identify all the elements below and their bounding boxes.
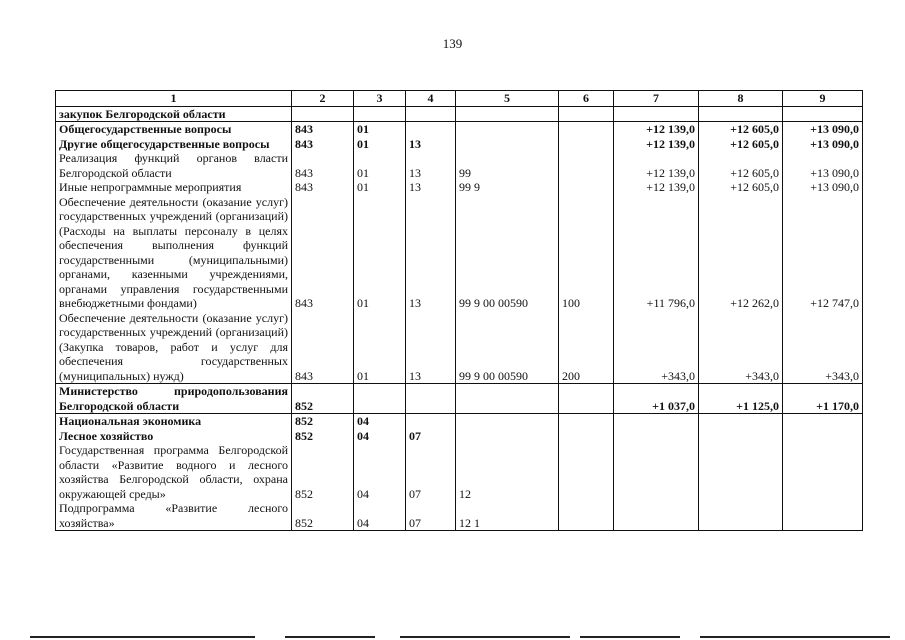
cell-col-4: 13 [406, 195, 456, 311]
cell-col-3 [354, 384, 406, 414]
row-name: Национальная экономика [56, 414, 292, 429]
cell-col-8: +12 262,0 [699, 195, 783, 311]
cell-col-7: +12 139,0 [614, 151, 699, 180]
cell-col-5 [456, 429, 559, 444]
scan-border-line [700, 636, 890, 638]
cell-col-9 [783, 106, 863, 122]
column-header: 6 [559, 91, 614, 107]
cell-col-3: 04 [354, 501, 406, 531]
column-header: 5 [456, 91, 559, 107]
cell-col-8 [699, 429, 783, 444]
cell-col-2: 852 [292, 443, 354, 501]
cell-col-9: +13 090,0 [783, 122, 863, 137]
table-row [56, 151, 863, 180]
row-name: Государственная программа Белгородской области «Развитие водного и лесного хозяйства Белгородской области, охрана окружающей среды» [56, 443, 292, 501]
table-row [56, 429, 863, 444]
column-header: 1 [56, 91, 292, 107]
cell-col-7: +12 139,0 [614, 180, 699, 195]
scan-border-line [285, 636, 375, 638]
table-row [56, 443, 863, 501]
column-header: 4 [406, 91, 456, 107]
cell-col-3: 01 [354, 151, 406, 180]
cell-col-7 [614, 414, 699, 429]
cell-col-6: 100 [559, 195, 614, 311]
cell-col-5: 99 9 00 00590 [456, 195, 559, 311]
cell-col-9: +12 747,0 [783, 195, 863, 311]
cell-col-8: +12 605,0 [699, 137, 783, 152]
scan-border-line [580, 636, 680, 638]
cell-col-6 [559, 122, 614, 137]
row-name: Подпрограмма «Развитие лесного хозяйства» [56, 501, 292, 531]
cell-col-9: +13 090,0 [783, 137, 863, 152]
row-name: Министерство природопользования Белгородской области [56, 384, 292, 414]
table-header-row [56, 91, 863, 107]
cell-col-3: 04 [354, 443, 406, 501]
scan-border-line [400, 636, 570, 638]
cell-col-7 [614, 106, 699, 122]
table-row [56, 501, 863, 531]
cell-col-4: 07 [406, 443, 456, 501]
row-name: Обеспечение деятельности (оказание услуг) государственных учреждений (организаций) (Расходы на выплаты персоналу в целях обеспечения выполнения функций государственными (муниципальными) органами, казенными учреждениями, органами управления государственными внебюджетными фондами) [56, 195, 292, 311]
cell-col-6: 200 [559, 311, 614, 384]
cell-col-4: 13 [406, 180, 456, 195]
cell-col-3: 04 [354, 429, 406, 444]
cell-col-3 [354, 106, 406, 122]
row-name: Реализация функций органов власти Белгородской области [56, 151, 292, 180]
cell-col-5: 99 9 00 00590 [456, 311, 559, 384]
cell-col-3: 01 [354, 137, 406, 152]
cell-col-7: +12 139,0 [614, 122, 699, 137]
cell-col-7: +1 037,0 [614, 384, 699, 414]
cell-col-2: 843 [292, 122, 354, 137]
cell-col-5 [456, 414, 559, 429]
cell-col-6 [559, 429, 614, 444]
cell-col-4: 13 [406, 151, 456, 180]
cell-col-3: 01 [354, 311, 406, 384]
column-header: 9 [783, 91, 863, 107]
cell-col-5: 12 1 [456, 501, 559, 531]
cell-col-2: 852 [292, 414, 354, 429]
table-row [56, 106, 863, 122]
cell-col-2: 843 [292, 195, 354, 311]
cell-col-4 [406, 414, 456, 429]
cell-col-5 [456, 137, 559, 152]
row-name: Иные непрограммные мероприятия [56, 180, 292, 195]
cell-col-5: 99 9 [456, 180, 559, 195]
row-name: Общегосударственные вопросы [56, 122, 292, 137]
row-name: Другие общегосударственные вопросы [56, 137, 292, 152]
row-name: Лесное хозяйство [56, 429, 292, 444]
table-row [56, 414, 863, 429]
cell-col-7 [614, 429, 699, 444]
cell-col-2: 843 [292, 151, 354, 180]
cell-col-7 [614, 501, 699, 531]
cell-col-4 [406, 122, 456, 137]
column-header: 7 [614, 91, 699, 107]
cell-col-6 [559, 501, 614, 531]
cell-col-8 [699, 106, 783, 122]
cell-col-8: +343,0 [699, 311, 783, 384]
cell-col-7 [614, 443, 699, 501]
cell-col-8: +1 125,0 [699, 384, 783, 414]
cell-col-4 [406, 106, 456, 122]
cell-col-7: +12 139,0 [614, 137, 699, 152]
cell-col-6 [559, 106, 614, 122]
cell-col-3: 01 [354, 195, 406, 311]
table-row [56, 195, 863, 311]
cell-col-4: 07 [406, 429, 456, 444]
cell-col-3: 04 [354, 414, 406, 429]
cell-col-8: +12 605,0 [699, 151, 783, 180]
table-row [56, 384, 863, 414]
cell-col-2: 843 [292, 311, 354, 384]
cell-col-6 [559, 151, 614, 180]
cell-col-2: 852 [292, 429, 354, 444]
cell-col-4: 07 [406, 501, 456, 531]
cell-col-8: +12 605,0 [699, 180, 783, 195]
cell-col-4: 13 [406, 137, 456, 152]
table-row [56, 180, 863, 195]
cell-col-4: 13 [406, 311, 456, 384]
cell-col-6 [559, 414, 614, 429]
cell-col-6 [559, 443, 614, 501]
cell-col-5 [456, 106, 559, 122]
cell-col-2: 843 [292, 137, 354, 152]
budget-table [55, 90, 863, 531]
column-header: 2 [292, 91, 354, 107]
page-number: 139 [442, 36, 463, 51]
cell-col-3: 01 [354, 180, 406, 195]
cell-col-9 [783, 501, 863, 531]
table-row [56, 137, 863, 152]
column-header: 8 [699, 91, 783, 107]
cell-col-6 [559, 384, 614, 414]
cell-col-9 [783, 443, 863, 501]
cell-col-9 [783, 429, 863, 444]
cell-col-6 [559, 137, 614, 152]
cell-col-9 [783, 414, 863, 429]
cell-col-7: +343,0 [614, 311, 699, 384]
cell-col-4 [406, 384, 456, 414]
cell-col-2: 852 [292, 384, 354, 414]
cell-col-6 [559, 180, 614, 195]
cell-col-8 [699, 443, 783, 501]
row-name: Обеспечение деятельности (оказание услуг) государственных учреждений (организаций) (Закупка товаров, работ и услуг для обеспечения государственных (муниципальных) нужд) [56, 311, 292, 384]
table-row [56, 311, 863, 384]
cell-col-9: +13 090,0 [783, 180, 863, 195]
cell-col-9: +343,0 [783, 311, 863, 384]
cell-col-5: 99 [456, 151, 559, 180]
cell-col-2 [292, 106, 354, 122]
cell-col-7: +11 796,0 [614, 195, 699, 311]
cell-col-2: 852 [292, 501, 354, 531]
cell-col-9: +13 090,0 [783, 151, 863, 180]
cell-col-5 [456, 122, 559, 137]
table-row [56, 122, 863, 137]
cell-col-5: 12 [456, 443, 559, 501]
column-header: 3 [354, 91, 406, 107]
cell-col-8 [699, 414, 783, 429]
cell-col-2: 843 [292, 180, 354, 195]
scan-border-line [30, 636, 255, 638]
cell-col-9: +1 170,0 [783, 384, 863, 414]
cell-col-3: 01 [354, 122, 406, 137]
cell-col-5 [456, 384, 559, 414]
row-name: закупок Белгородской области [56, 106, 292, 122]
cell-col-8: +12 605,0 [699, 122, 783, 137]
cell-col-8 [699, 501, 783, 531]
